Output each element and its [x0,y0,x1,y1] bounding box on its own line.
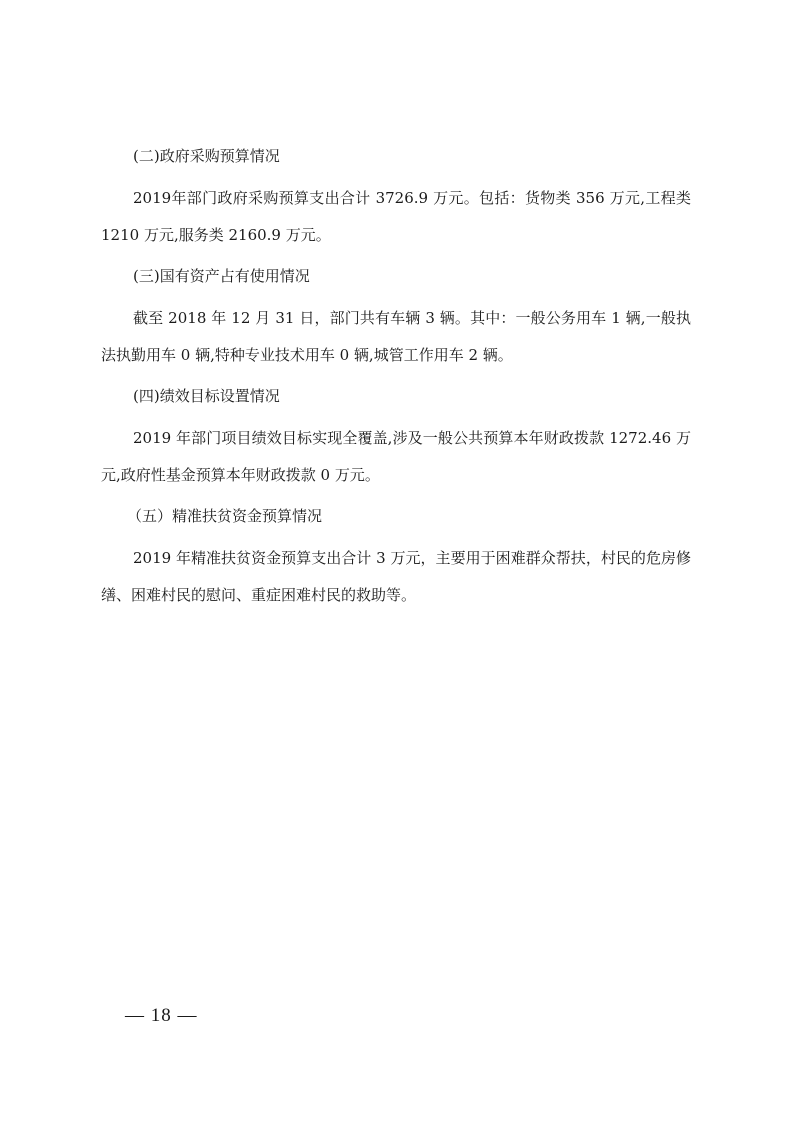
section-body-poverty-alleviation: 2019 年精准扶贫资金预算支出合计 3 万元，主要用于困难群众帮扶，村民的危房修缮、困难村民的慰问、重症困难村民的救助等。 [101,549,691,604]
page-number: — 18 — [125,1005,198,1026]
section-body-performance-goals: 2019 年部门项目绩效目标实现全覆盖,涉及一般公共预算本年财政拨款 1272.46 万元,政府性基金预算本年财政拨款 0 万元。 [101,429,691,484]
section-heading-poverty-alleviation: （五）精准扶贫资金预算情况 [127,507,323,525]
section-heading-state-assets: (三)国有资产占有使用情况 [133,267,310,285]
section-body-state-assets: 截至 2018 年 12 月 31 日，部门共有车辆 3 辆。其中：一般公务用车 1 辆,一般执法执勤用车 0 辆,特种专业技术用车 0 辆,城管工作用车 2 辆。 [101,309,691,364]
section-heading-performance-goals: (四)绩效目标设置情况 [133,387,280,405]
section-body-procurement: 2019年部门政府采购预算支出合计 3726.9 万元。包括：货物类 356 万元,工程类 1210 万元,服务类 2160.9 万元。 [101,189,691,244]
section-heading-procurement: (二)政府采购预算情况 [133,147,280,165]
